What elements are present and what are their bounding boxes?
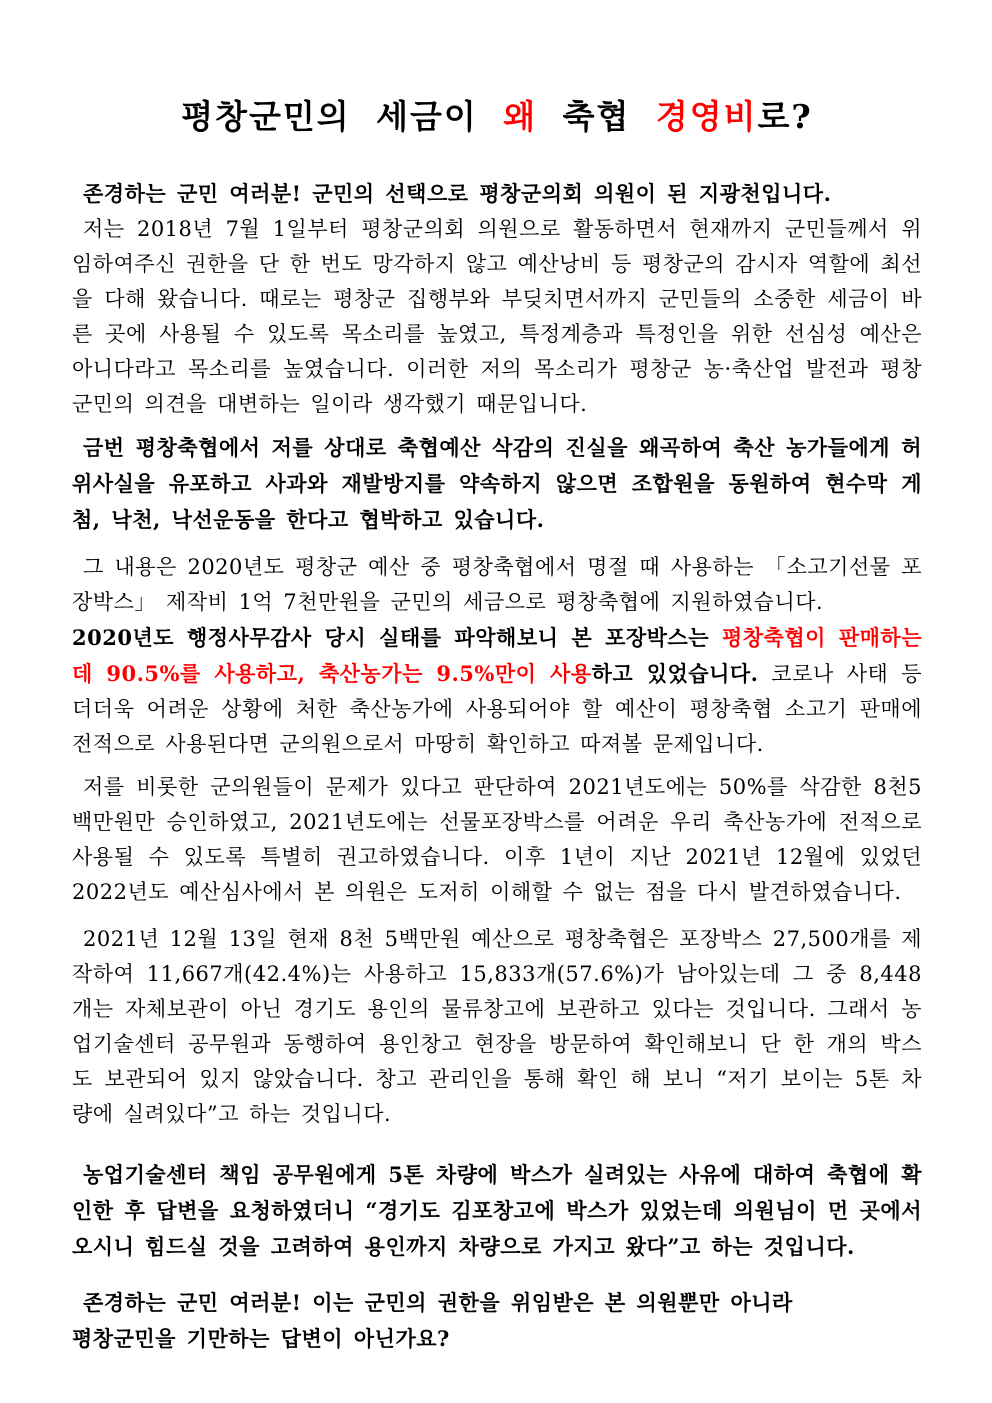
paragraph [72,620,922,762]
text-run: 그 내용은 2020년도 평창군 예산 중 평창축협에서 명절 때 사용하는 「소고기선물 포장박스」 제작비 1억 7천만원을 군민의 세금으로 평창축협에 지원하였습니다. [72,554,922,614]
text-run: 평창군민을 기만하는 답변이 아닌가요? [72,1325,450,1351]
text-run: 축협 [537,97,656,136]
document-body [72,176,922,1357]
text-run: 로? [757,97,813,136]
paragraph [72,430,922,538]
text-run: 저는 2018년 7월 1일부터 평창군의회 의원으로 활동하면서 현재까지 군민들께서 위임하여주신 권한을 단 한 번도 망각하지 않고 예산낭비 등 평창군의 감시자 역할에 최선을 다해 왔습니다. 때로는 평창군 집행부와 부딪치면서까지 군민들의 소중한 세금이 바른 곳에 사용될 수 있도록 목소리를 높였고, 특정계층과 특정인을 위한 선심성 예산은 아니다라고 목소리를 높였습니다. 이러한 저의 목소리가 평창군 농·축산업 발전과 평창군민의 의견을 대변하는 일이라 생각했기 때문입니다. [72,216,922,416]
text-run: 존경하는 군민 여러분! 이는 군민의 권한을 위임받은 본 의원뿐만 아니라 [83,1289,793,1315]
text-run: 농업기술센터 책임 공무원에게 5톤 차량에 박스가 실려있는 사유에 대하여 축협에 확인한 후 답변을 요청하였더니 “경기도 김포창고에 박스가 있었는데 의원님이 먼 곳에서 오시니 힘드실 것을 고려하여 용인까지 차량으로 가지고 왔다”고 하는 것입니다. [72,1161,922,1259]
text-run: 금번 평창축협에서 저를 상대로 축협예산 삭감의 진실을 왜곡하여 축산 농가들에게 허위사실을 유포하고 사과와 재발방지를 약속하지 않으면 조합원을 동원하여 현수막 게첨, 낙천, 낙선운동을 한다고 협박하고 있습니다. [72,434,922,532]
paragraph [72,212,922,422]
paragraph [72,176,922,212]
paragraph [72,922,922,1132]
text-run: 2021년 12월 13일 현재 8천 5백만원 예산으로 평창축협은 포장박스 27,500개를 제작하여 11,667개(42.4%)는 사용하고 15,833개(57.6%)가 남아있는데 그 중 8,448개는 자체보관이 아닌 경기도 용인의 물류창고에 보관하고 있다는 것입니다. 그래서 농업기술센터 공무원과 동행하여 용인창고 현장을 방문하여 확인해보니 단 한 개의 박스도 보관되어 있지 않았습니다. 창고 관리인을 통해 확인 해 보니 “저기 보이는 5톤 차량에 실려있다”고 하는 것입니다. [72,926,922,1126]
text-run: 왜 [503,97,538,136]
document-title [72,95,922,140]
text-run: 경영비 [655,97,758,136]
text-run: 코로나 사태 등 더더욱 어려운 상황에 처한 축산농가에 사용되어야 할 예산이 평창축협 소고기 판매에 전적으로 사용된다면 군의원으로서 마땅히 확인하고 따져볼 문제입니다. [72,661,923,756]
paragraph [72,1285,922,1357]
paragraph [72,550,922,620]
text-run: 평창축협이 판매하는데 90.5%를 사용하고, 축산농가는 9.5%만이 사용 [72,624,922,686]
paragraph [72,770,922,910]
text-run: 평창군민의 세금이 [181,97,504,136]
text-run: 존경하는 군민 여러분! 군민의 선택으로 평창군의회 의원이 된 지광천입니다. [83,180,832,206]
text-run: 하고 있었습니다. [591,660,759,686]
text-run: 2020년도 행정사무감사 당시 실태를 파악해보니 본 포장박스는 [72,624,722,650]
text-run: 저를 비롯한 군의원들이 문제가 있다고 판단하여 2021년도에는 50%를 삭감한 8천5백만원만 승인하였고, 2021년도에는 선물포장박스를 어려운 우리 축산농가에 전적으로 사용될 수 있도록 특별히 권고하였습니다. 이후 1년이 지난 2021년 12월에 있었던 2022년도 예산심사에서 본 의원은 도저히 이해할 수 없는 점을 다시 발견하였습니다. [72,774,922,904]
paragraph [72,1157,922,1265]
